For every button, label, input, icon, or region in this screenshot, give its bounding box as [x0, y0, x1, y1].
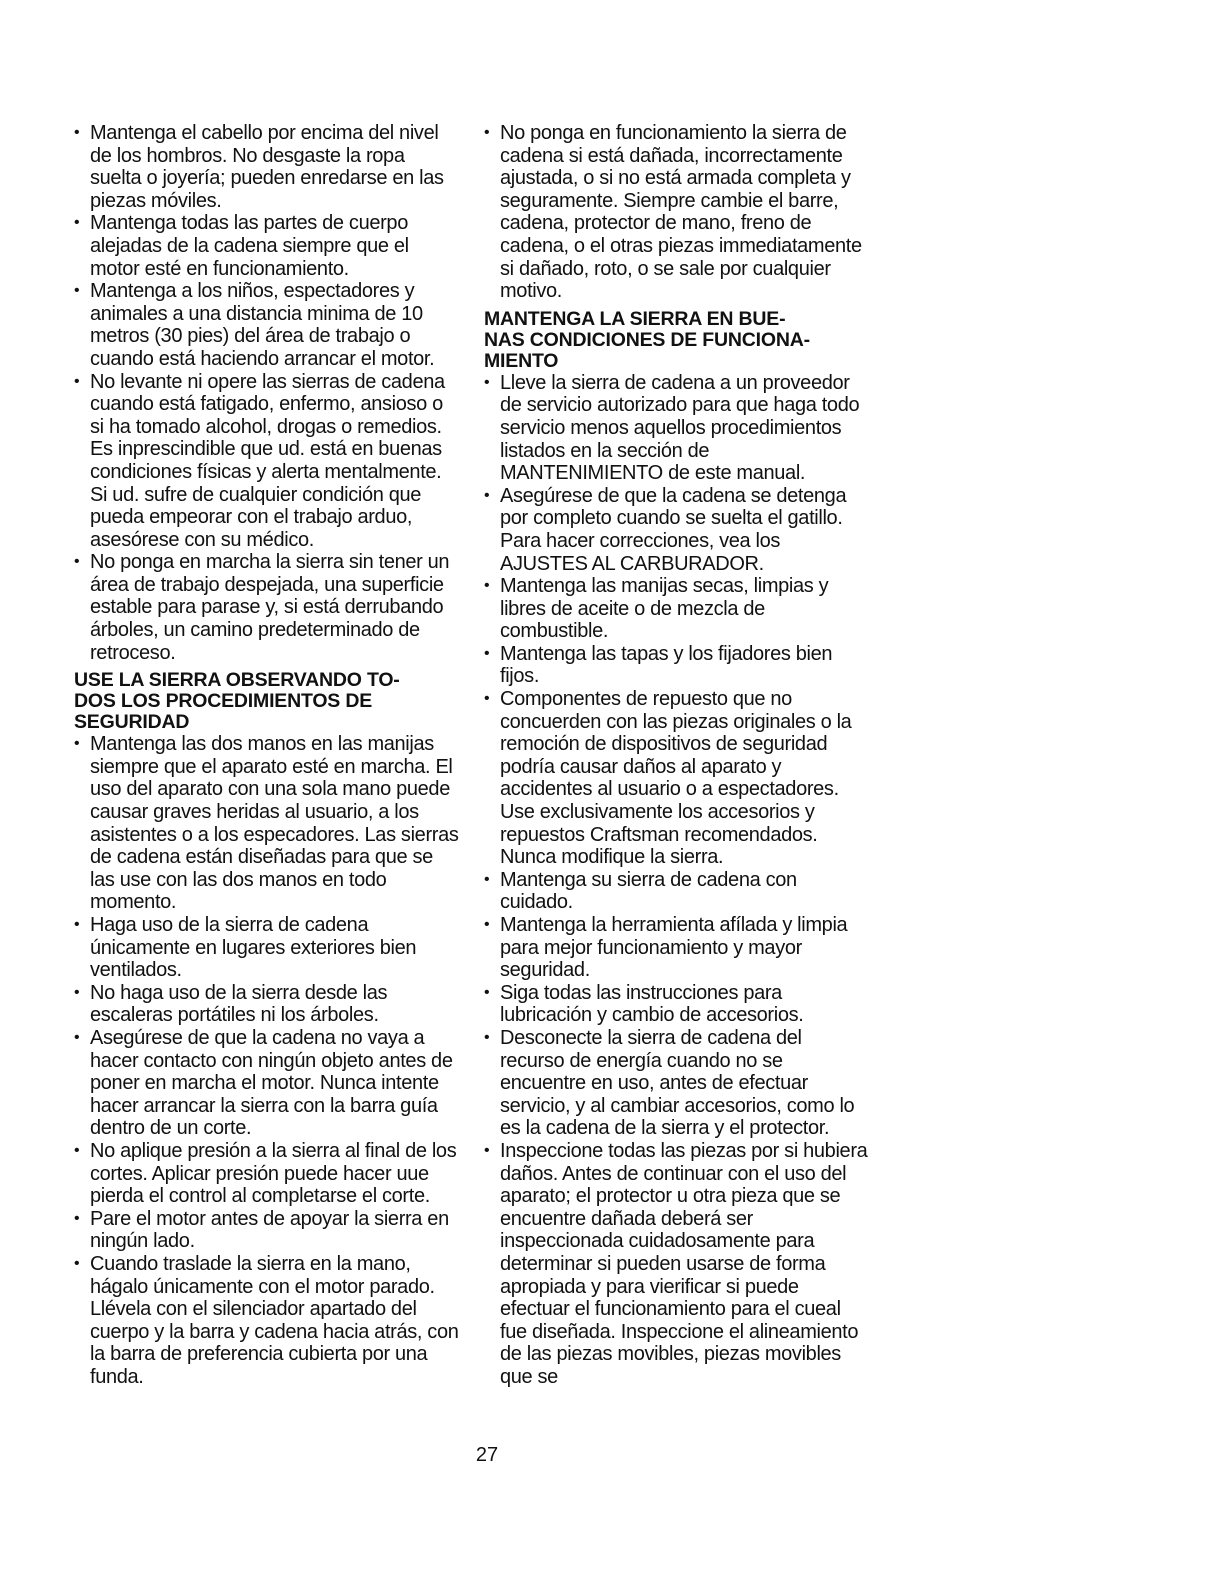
left-column — [68, 122, 460, 1388]
list-item: • No ponga en funcionamiento la sierra de cadena si está dañada, incorrectamente ajustada, o si no está armada completa y seguramente. Siempre cambie el barre, cadena, protector de mano, freno de cadena, o el otras piezas immediatamente si dañado, roto, o se sale por cualquier motivo. — [478, 122, 870, 303]
heading-line: MANTENGA LA SIERRA EN BUE- — [484, 307, 786, 330]
list-item: • Pare el motor antes de apoyar la sierra en ningún lado. — [68, 1208, 460, 1253]
list-item: • Mantenga todas las partes de cuerpo alejadas de la cadena siempre que el motor esté en funcionamiento. — [68, 212, 460, 280]
list-item: • No aplique presión a la sierra al final de los cortes. Aplicar presión puede hacer uue pierda el control al completarse el corte. — [68, 1140, 460, 1208]
list-item: • Cuando traslade la sierra en la mano, hágalo únicamente con el motor parado. Llévela con el silenciador apartado del cuerpo y la barra y cadena hacia atrás, con la barra de preferencia cubierta por una funda. — [68, 1253, 460, 1389]
section-heading-use-la-sierra — [68, 670, 460, 733]
list-item: • No ponga en marcha la sierra sin tener un área de trabajo despejada, una superficie estable para parase y, si está derrubando árboles, un camino predeterminado de retroceso. — [68, 551, 460, 664]
list-item: • Mantenga la herramienta afílada y limpia para mejor funcionamiento y mayor seguridad. — [478, 914, 870, 982]
list-item: • No haga uso de la sierra desde las escaleras portátiles ni los árboles. — [68, 982, 460, 1027]
left-bullet-list-bottom — [68, 733, 460, 1388]
list-item: • Asegúrese de que la cadena se detenga por completo cuando se suelta el gatillo. Para hacer correcciones, vea los AJUSTES AL CARBURADOR. — [478, 485, 870, 575]
left-bullet-list-top — [68, 122, 460, 664]
list-item: • Asegúrese de que la cadena no vaya a hacer contacto con ningún objeto antes de poner en marcha el motor. Nunca intente hacer arrancar la sierra con la barra guía dentro de un corte. — [68, 1027, 460, 1140]
list-item: • Mantenga su sierra de cadena con cuidado. — [478, 869, 870, 914]
list-item: • Mantenga el cabello por encima del nivel de los hombros. No desgaste la ropa suelta o joyería; pueden enredarse en las piezas móviles. — [68, 122, 460, 212]
list-item: • Mantenga a los niños, espectadores y animales a una distancia minima de 10 metros (30 pies) del área de trabajo o cuando está haciendo arrancar el motor. — [68, 280, 460, 370]
right-column — [478, 122, 870, 1388]
list-item: • Mantenga las tapas y los fijadores bien fijos. — [478, 643, 870, 688]
section-heading-mantenga-la-sierra — [478, 309, 870, 372]
right-bullet-list-bottom — [478, 372, 870, 1389]
heading-line: NAS CONDICIONES DE FUNCIONA- — [484, 328, 810, 351]
heading-line: SEGURIDAD — [74, 711, 190, 734]
page-number-text: 27 — [475, 1444, 499, 1466]
heading-line: USE LA SIERRA OBSERVANDO TO- — [74, 669, 400, 692]
list-item: • Desconecte la sierra de cadena del recurso de energía cuando no se encuentre en uso, antes de efectuar servicio, y al cambiar accesorios, como lo es la cadena de la sierra y el protector. — [478, 1027, 870, 1140]
list-item: • Inspeccione todas las piezas por si hubiera daños. Antes de continuar con el uso del aparato; el protector u otra pieza que se encuentre dañada deberá ser inspeccionada cuidadosamente para determinar si pueden usarse de forma apropiada y para vierificar si puede efectuar el funcionamiento para el cueal fue diseñada. Inspeccione el alineamiento de las piezas movibles, piezas movibles que se — [478, 1140, 870, 1389]
list-item: • Componentes de repuesto que no concuerden con las piezas originales o la remoción de dispositivos de seguridad podría causar daños al aparato y accidentes al usuario o a espectadores. Use exclusivamente los accesorios y repuestos Craftsman recomendados. Nunca modifique la sierra. — [478, 688, 870, 869]
list-item: • Lleve la sierra de cadena a un proveedor de servicio autorizado para que haga todo servicio menos aquellos procedimientos listados en la sección de MANTENIMIENTO de este manual. — [478, 372, 870, 485]
page-number — [0, 1444, 1210, 1467]
list-item: • No levante ni opere las sierras de cadena cuando está fatigado, enfermo, ansioso o si ha tomado alcohol, drogas o remedios. Es inprescindible que ud. está en buenas condiciones físicas y alerta mentalmente. Si ud. sufre de cualquier condición que pueda empeorar con el trabajo arduo, asesórese con su médico. — [68, 371, 460, 552]
heading-line: MIENTO — [484, 349, 559, 372]
right-bullet-list-top — [478, 122, 870, 303]
list-item: • Mantenga las dos manos en las manijas siempre que el aparato esté en marcha. El uso del aparato con una sola mano puede causar graves heridas al usuario, a los asistentes o a los especadores. Las sierras de cadena están diseñadas para que se las use con las dos manos en todo momento. — [68, 733, 460, 914]
list-item: • Mantenga las manijas secas, limpias y libres de aceite o de mezcla de combustible. — [478, 575, 870, 643]
list-item: • Siga todas las instrucciones para lubricación y cambio de accesorios. — [478, 982, 870, 1027]
heading-line: DOS LOS PROCEDIMIENTOS DE — [74, 690, 373, 713]
list-item: • Haga uso de la sierra de cadena únicamente en lugares exteriores bien ventilados. — [68, 914, 460, 982]
